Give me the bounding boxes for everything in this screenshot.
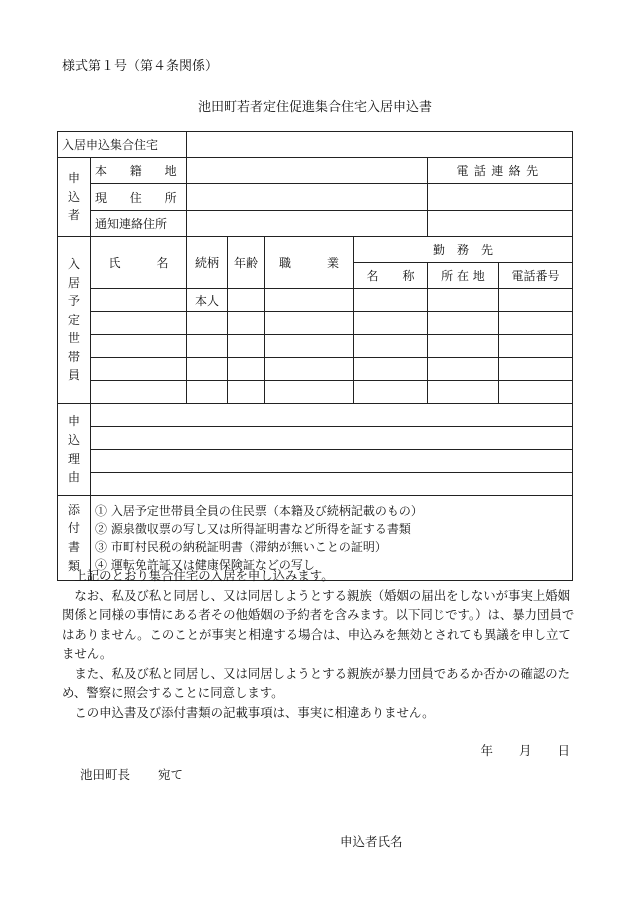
member-wp-name-cell[interactable] xyxy=(354,312,428,335)
addressee: 池田町長 xyxy=(80,767,131,782)
reason-line[interactable] xyxy=(91,427,573,450)
col-workplace-header: 勤 務 先 xyxy=(354,237,573,263)
attachment-item: ④ 運転免許証又は健康保険証などの写し xyxy=(95,558,315,572)
housing-field[interactable] xyxy=(187,132,573,158)
member-wp-name-cell[interactable] xyxy=(354,289,428,312)
notification-address-label: 通知連絡住所 xyxy=(91,211,187,237)
member-relation-cell[interactable] xyxy=(187,335,228,358)
declaration-paragraph: 上記のとおり集合住宅の入居を申し込みます。 xyxy=(74,568,334,583)
declaration-paragraph: この申込書及び添付書類の記載事項は、事実に相違ありません。 xyxy=(74,704,435,720)
declaration-paragraph: また、私及び私と同居し、又は同居しようとする親族が暴力団員であるか否かの確認のため、警察に照会することに同意します。 xyxy=(62,665,571,700)
housing-label: 入居申込集合住宅 xyxy=(58,132,187,158)
member-name-cell[interactable] xyxy=(91,312,187,335)
reason-line[interactable] xyxy=(91,404,573,427)
member-wp-phone-cell[interactable] xyxy=(499,289,573,312)
member-relation-cell[interactable] xyxy=(187,358,228,381)
member-age-cell[interactable] xyxy=(228,381,265,404)
household-row xyxy=(58,358,573,381)
member-relation-cell: 本人 xyxy=(187,289,228,312)
member-wp-address-cell[interactable] xyxy=(428,312,499,335)
member-wp-address-cell[interactable] xyxy=(428,289,499,312)
attachment-item: ① 入居予定世帯員全員の住民票（本籍及び続柄記載のもの） xyxy=(95,504,423,518)
applicant-label: 申 込 者 xyxy=(58,158,91,237)
member-age-cell[interactable] xyxy=(228,289,265,312)
attachment-item: ② 源泉徴収票の写し又は所得証明書など所得を証する書類 xyxy=(95,522,411,536)
household-row xyxy=(58,381,573,404)
member-name-cell[interactable] xyxy=(91,289,187,312)
member-age-cell[interactable] xyxy=(228,335,265,358)
member-name-cell[interactable] xyxy=(91,358,187,381)
member-wp-phone-cell[interactable] xyxy=(499,312,573,335)
member-occupation-cell[interactable] xyxy=(265,358,354,381)
member-occupation-cell[interactable] xyxy=(265,289,354,312)
member-relation-cell[interactable] xyxy=(187,381,228,404)
notification-phone-field[interactable] xyxy=(428,211,573,237)
member-occupation-cell[interactable] xyxy=(265,312,354,335)
form-number-label: 様式第１号（第４条関係） xyxy=(62,59,219,74)
member-name-cell[interactable] xyxy=(91,335,187,358)
member-relation-cell[interactable] xyxy=(187,312,228,335)
declaration-text xyxy=(62,566,578,722)
member-wp-phone-cell[interactable] xyxy=(499,381,573,404)
col-wp-phone-header: 電話番号 xyxy=(499,263,573,289)
household-row xyxy=(58,335,573,358)
attachment-item: ③ 市町村民税の納税証明書（滞納が無いことの証明） xyxy=(95,540,387,554)
household-label: 入 居 予 定 世 帯 員 xyxy=(58,237,91,404)
member-name-cell[interactable] xyxy=(91,381,187,404)
honseki-label: 本 籍 地 xyxy=(91,158,187,184)
document-title: 池田町若者定住促進集合住宅入居申込書 xyxy=(197,100,432,115)
notification-address-field[interactable] xyxy=(187,211,428,237)
member-wp-name-cell[interactable] xyxy=(354,381,428,404)
member-age-cell[interactable] xyxy=(228,358,265,381)
member-wp-name-cell[interactable] xyxy=(354,335,428,358)
date-line: 年 月 日 xyxy=(480,743,570,758)
honseki-field[interactable] xyxy=(187,158,428,184)
member-occupation-cell[interactable] xyxy=(265,335,354,358)
col-wp-name-header: 名 称 xyxy=(354,263,428,289)
current-address-label: 現 住 所 xyxy=(91,184,187,211)
member-wp-address-cell[interactable] xyxy=(428,335,499,358)
col-occupation-header: 職 業 xyxy=(265,237,354,289)
attachments-label: 添 付 書 類 xyxy=(58,496,91,581)
member-age-cell[interactable] xyxy=(228,312,265,335)
household-row xyxy=(58,312,573,335)
member-wp-phone-cell[interactable] xyxy=(499,358,573,381)
addressee-suffix: 宛て xyxy=(158,767,184,782)
reason-label: 申 込 理 由 xyxy=(58,404,91,496)
reason-line[interactable] xyxy=(91,450,573,473)
applicant-signature-label: 申込者氏名 xyxy=(340,834,403,849)
col-age-header: 年齢 xyxy=(228,237,265,289)
member-wp-address-cell[interactable] xyxy=(428,381,499,404)
col-wp-address-header: 所 在 地 xyxy=(428,263,499,289)
current-address-field[interactable] xyxy=(187,184,428,211)
member-wp-address-cell[interactable] xyxy=(428,358,499,381)
application-table xyxy=(57,131,573,581)
member-occupation-cell[interactable] xyxy=(265,381,354,404)
member-wp-phone-cell[interactable] xyxy=(499,335,573,358)
col-relation-header: 続柄 xyxy=(187,237,228,289)
reason-line[interactable] xyxy=(91,473,573,496)
declaration-paragraph: なお、私及び私と同居し、又は同居しようとする親族（婚姻の届出をしないが事実上婚姻関係と同様の事情にある者その他婚姻の予約者を含みます。以下同じです。）は、暴力団員ではありません。このことが事実と相違する場合は、申込みを無効とされても異議を申し立てません。 xyxy=(62,587,575,661)
phone-contact-label: 電話連絡先 xyxy=(428,158,573,184)
col-name-header: 氏 名 xyxy=(91,237,187,289)
household-row xyxy=(58,289,573,312)
member-wp-name-cell[interactable] xyxy=(354,358,428,381)
phone-contact-field[interactable] xyxy=(428,184,573,211)
